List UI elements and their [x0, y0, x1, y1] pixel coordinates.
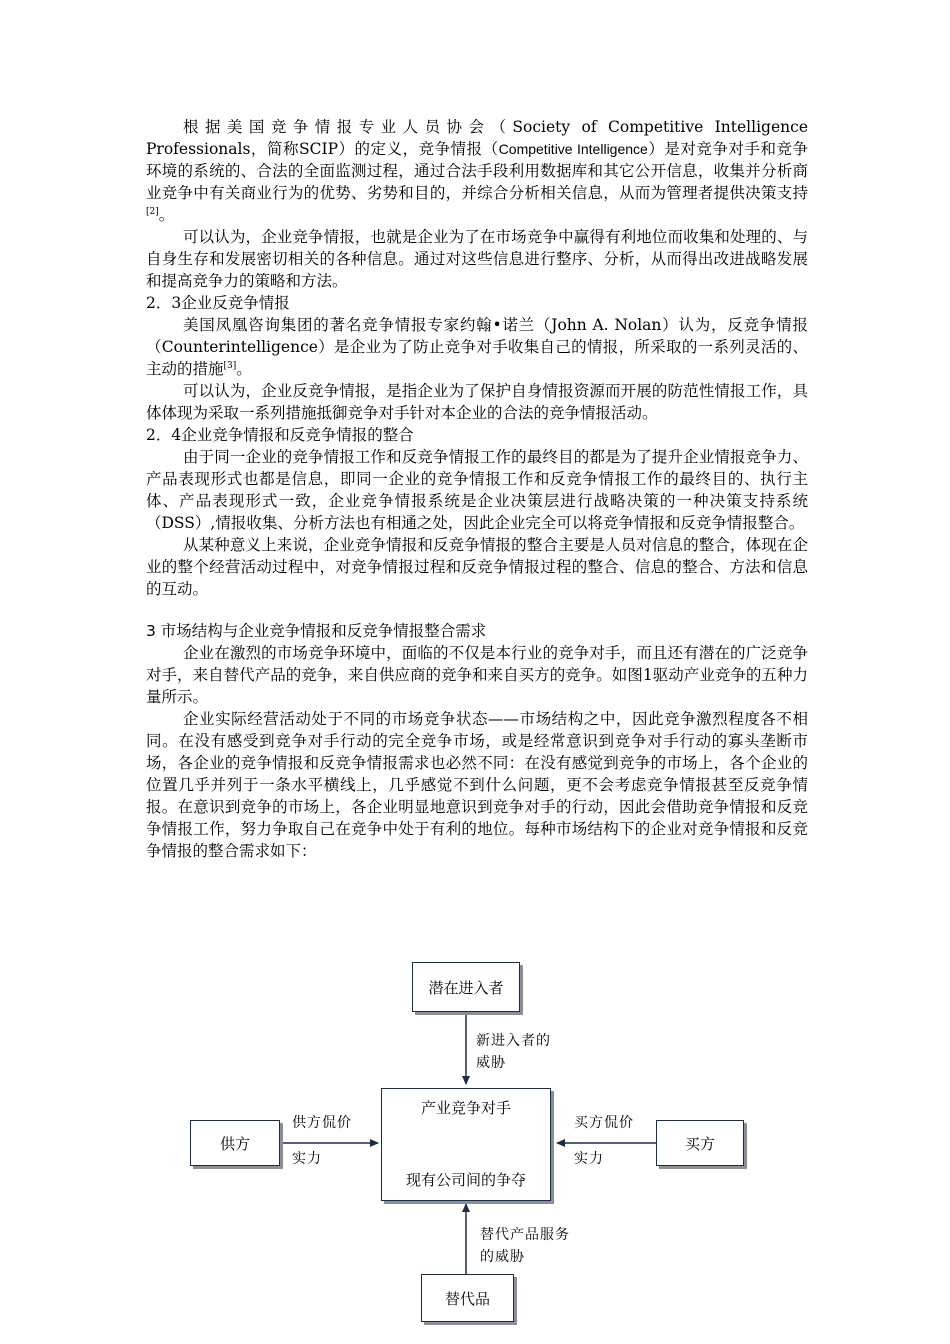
paragraph-competitive-environment: 企业在激烈的市场竞争环境中，面临的不仅是本行业的竞争对手，而且还有潜在的广泛竞争对手，来自替代产品的竞争，来自供应商的竞争和来自买方的竞争。如图1驱动产业竞争的五种力量所示。	[146, 644, 808, 706]
industry-competitors-box	[381, 1088, 551, 1201]
substitutes-box	[421, 1274, 514, 1322]
heading-2-4: 2．4企业竞争情报和反竞争情报的整合	[146, 426, 414, 444]
label-line: 实力	[574, 1151, 604, 1167]
box-label: 替代品	[444, 1289, 490, 1308]
paragraph-cci-meaning: 可以认为，企业反竞争情报，是指企业为了保护自身情报资源而开展的防范性情报工作，具体体现为采取一系列措施抵御竞争对手针对本企业的合法的竞争情报活动。	[146, 382, 808, 422]
heading-2-3: 2．3企业反竞争情报	[146, 294, 290, 312]
entrants-threat-label	[476, 1030, 551, 1074]
text-run: 。	[158, 206, 175, 224]
text-run: 美国凤凰咨询集团的著名竞争情报专家约翰•诺兰（John A. Nolan）认为，反竞争情报（Counterintelligence）是企业为了防止竞争对手收集自己的情报，所采取的一系列灵活的、主动的措施	[146, 316, 808, 378]
citation: [3]	[223, 361, 237, 371]
label-line: 威胁	[476, 1055, 506, 1071]
paragraph-market-structure: 企业实际经营活动处于不同的市场竞争状态——市场结构之中，因此竞争激烈程度各不相同。在没有感受到竞争对手行动的完全竞争市场，或是经常意识到竞争对手行动的寡头垄断市场，各企业的竞争情报和反竞争情报需求也必然不同：在没有感觉到竞争的市场上，各个企业的位置几乎并列于一条水平横线上，几乎感觉不到什么问题，更不会考虑竞争情报甚至反竞争情报。在意识到竞争的市场上，各企业明显地意识到竞争对手的行动，因此会借助竞争情报和反竞争情报工作，努力争取自己在竞争中处于有利的地位。每种市场结构下的企业对竞争情报和反竞争情报的整合需求如下：	[146, 710, 808, 860]
text-run: 。	[236, 360, 252, 378]
box-label: 买方	[684, 1134, 715, 1153]
box-label: 潜在进入者	[428, 978, 504, 997]
box-label: 产业竞争对手	[420, 1099, 511, 1117]
text-run: 根据美国竞争情报专业人员协会（Society of Competitive Intelligence Professionals，简称SCIP）的定义，竞争情报（	[146, 118, 808, 158]
label-line: 实力	[292, 1151, 322, 1167]
heading-3: 3 市场结构与企业竞争情报和反竞争情报整合需求	[146, 622, 487, 640]
substitutes-threat-label	[480, 1224, 570, 1268]
paragraph-scip-definition	[146, 116, 808, 226]
suppliers-box	[190, 1120, 280, 1166]
english-term: Competitive Intelligence	[498, 141, 648, 157]
paragraph-ci-meaning: 可以认为，企业竞争情报，也就是企业为了在市场竞争中赢得有利地位而收集和处理的、与自身生存和发展密切相关的各种信息。通过对这些信息进行整序、分析，从而得出改进战略发展和提高竞争力的策略和方法。	[146, 228, 808, 290]
label-line: 替代产品服务	[480, 1227, 570, 1243]
paragraph-nolan-definition	[146, 314, 808, 380]
box-label: 现有公司间的争夺	[405, 1171, 526, 1189]
paragraph-integration-meaning: 从某种意义上来说，企业竞争情报和反竞争情报的整合主要是人员对信息的整合，体现在企业的整个经营活动过程中，对竞争情报过程和反竞争情报过程的整合、信息的整合、方法和信息的互动。	[146, 536, 808, 598]
label-line: 的威胁	[480, 1249, 525, 1265]
buyer-power-label	[574, 1112, 634, 1170]
document-body	[146, 116, 808, 862]
text-run: ）是对竞争对手和竞争环境的系统的、合法的全面监测过程，通过合法手段利用数据库和其它公开信息，收集并分析商业竞争中有关商业行为的优势、劣势和目的，并综合分析相关信息，从而为管理者提供决策支持	[146, 140, 808, 202]
supplier-power-label	[292, 1112, 352, 1170]
label-line: 买方侃价	[574, 1115, 634, 1131]
paragraph-integration-reason: 由于同一企业的竞争情报工作和反竞争情报工作的最终目的都是为了提升企业情报竞争力、产品表现形式也都是信息，即同一企业的竞争情报工作和反竞争情报工作的最终目的、执行主体、产品表现形式一致，企业竞争情报系统是企业决策层进行战略决策的一种决策支持系统（DSS）,情报收集、分析方法也有相通之处，因此企业完全可以将竞争情报和反竞争情报整合。	[146, 448, 808, 532]
citation: [2]	[146, 207, 159, 217]
potential-entrants-box	[412, 962, 520, 1012]
label-line: 新进入者的	[476, 1033, 551, 1049]
buyers-box	[656, 1120, 744, 1166]
box-label: 供方	[219, 1134, 250, 1153]
label-line: 供方侃价	[292, 1115, 352, 1131]
